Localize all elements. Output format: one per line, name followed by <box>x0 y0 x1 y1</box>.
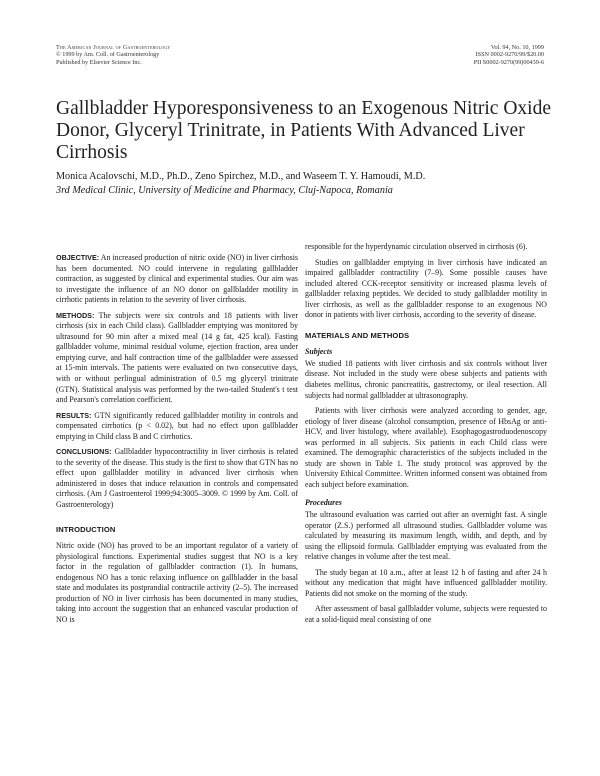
abstract-methods <box>56 311 298 406</box>
subjects-heading: Subjects <box>305 347 333 357</box>
article-authors: Monica Acalovschi, M.D., Ph.D., Zeno Spirchez, M.D., and Waseem T. Y. Hamoudi, M.D. <box>56 171 426 182</box>
subjects-paragraph-2: Patients with liver cirrhosis were analyzed according to gender, age, etiology of liver disease (alcohol consumption, presence of HbsAg or anti-HCV, and liver histology, where available). Esophagogastroduodenoscopy was performed in all subjects. Six patients in each Child class were examined. The demographic characteristics of the subjects included in the study are shown in Table 1. The study protocol was approved by the University Ethical Committee. Written informed consent was obtained from each subject before examination. <box>305 406 547 489</box>
issn-line: ISSN 0002-9270/99/$20.00 <box>475 51 544 59</box>
procedures-heading: Procedures <box>305 498 342 508</box>
abstract-conclusions <box>56 447 298 510</box>
procedures-paragraph-3: After assessment of basal gallbladder volume, subjects were requested to eat a solid-liquid meal consisting of one <box>305 604 547 624</box>
conclusions-label: CONCLUSIONS: <box>56 447 112 457</box>
abstract-results <box>56 411 298 443</box>
results-label: RESULTS: <box>56 410 92 420</box>
objective-label: OBJECTIVE: <box>56 253 100 262</box>
introduction-heading: INTRODUCTION <box>56 524 116 534</box>
procedures-paragraph-2: The study began at 10 a.m., after at least 12 h of fasting and after 24 h without any medication that might have influenced gallbladder motility. Patients did not smoke on the morning of the study. <box>305 567 547 598</box>
objective-text: An increased production of nitric oxide (NO) in liver cirrhosis has been documented. NO could intervene in regulating gallbladder contraction, as suggested by clinical and experimental studies. Our aim was to investigate the influence of an NO donor on gallbladder motility in cirrhotic patients in relation to the severity of liver cirrhosis. <box>56 253 298 305</box>
copyright-line: © 1999 by Am. Coll. of Gastroenterology <box>56 51 160 59</box>
conclusions-text: Gallbladder hypocontractility in liver cirrhosis is related to the severity of the disease. This study is the first to show that GTN has no effect upon gallbladder motility in advanced liver cirrhosis when administered in doses that induce relaxation in controls and compensated cirrhosis. (Am J Gastroenterol 1999;94:3005–3009. © 1999 by Am. Coll. of Gastroenterology) <box>56 447 298 510</box>
journal-name: The American Journal of Gastroenterology <box>56 44 171 51</box>
methods-label: METHODS: <box>56 310 95 320</box>
abstract-objective <box>56 253 298 306</box>
article-title: Gallbladder Hyporesponsiveness to an Exogenous Nitric Oxide Donor, Glyceryl Trinitrate, in Patients With Advanced Liver Cirrhosis <box>56 98 551 163</box>
results-text: GTN significantly reduced gallbladder motility in controls and compensated cirrhotics (p < 0.02), but had no effect upon gallbladder emptying in Child class B and C cirrhotics. <box>56 410 299 441</box>
procedures-paragraph-1: The ultrasound evaluation was carried out after an overnight fast. A single operator (Z.S.) performed all ultrasound studies. Gallbladder volume was calculated by measuring its maximum length, width, and depth, and by using the ellipsoid formula. Gallbladder emptying was evaluated from the relative changes in volume after the test meal. <box>305 510 547 562</box>
subjects-paragraph-1: We studied 18 patients with liver cirrhosis and six controls without liver disease. Not included in the study were obese subjects and patients with diabetes mellitus, chronic pancreatitis, gastrectomy, or ileal resection. All subjects had normal gallbladder at ultrasonography. <box>305 358 547 400</box>
methods-text: The subjects were six controls and 18 patients with liver cirrhosis (six in each Child class). Gallbladder emptying was monitored by ultrasound for 90 min after a mixed meal (14 g fat, 425 kcal). Fasting gallbladder volume, minimal residual volume, ejection fraction, area under emptying curve, and half contraction time of the gallbladder were assessed at 15-min intervals. The patients were evaluated on two consecutive days, with or without perlingual administration of 0.5 mg glyceryl trinitrate (GTN). Statistical analysis was performed by the two-tailed Student's t test and Pearson's correlation coefficient. <box>56 310 298 405</box>
publisher-line: Published by Elsevier Science Inc. <box>56 58 142 66</box>
introduction-paragraph: Nitric oxide (NO) has proved to be an important regulator of a variety of physiological functions. Experimental studies suggest that NO is a key factor in the regulation of gallbladder contraction (1). In humans, endogenous NO has a tonic relaxing influence on gallbladder in the basal state and modulates its postprandial contractile activity (2–5). The increased production of NO in liver cirrhosis has been documented in many studies, taking into account the suggestion that an enhanced vascular production of NO is <box>56 541 298 624</box>
article-affiliation: 3rd Medical Clinic, University of Medicine and Pharmacy, Cluj-Napoca, Romania <box>56 185 393 196</box>
running-header-right <box>474 44 544 66</box>
running-header-left <box>56 44 171 66</box>
right-column <box>305 242 547 631</box>
introduction-continued: responsible for the hyperdynamic circulation observed in cirrhosis (6). <box>305 242 528 251</box>
left-column <box>56 253 298 631</box>
materials-methods-heading: MATERIALS AND METHODS <box>305 330 410 340</box>
introduction-paragraph-2: Studies on gallbladder emptying in liver cirrhosis have indicated an impaired gallbladder contractility (7–9). Some possible causes have included altered CCK-receptor sensitivity or increased plasma levels of gallbladder relaxing peptides. We decided to study gallbladder motility in liver cirrhosis, as well as the gallbladder response to an exogenous NO donor in patients with liver cirrhosis, according to the severity of disease. <box>305 257 547 320</box>
volume-line: Vol. 94, No. 10, 1999 <box>490 44 544 51</box>
pii-line: PII S0002-9270(99)00439-6 <box>473 58 544 66</box>
